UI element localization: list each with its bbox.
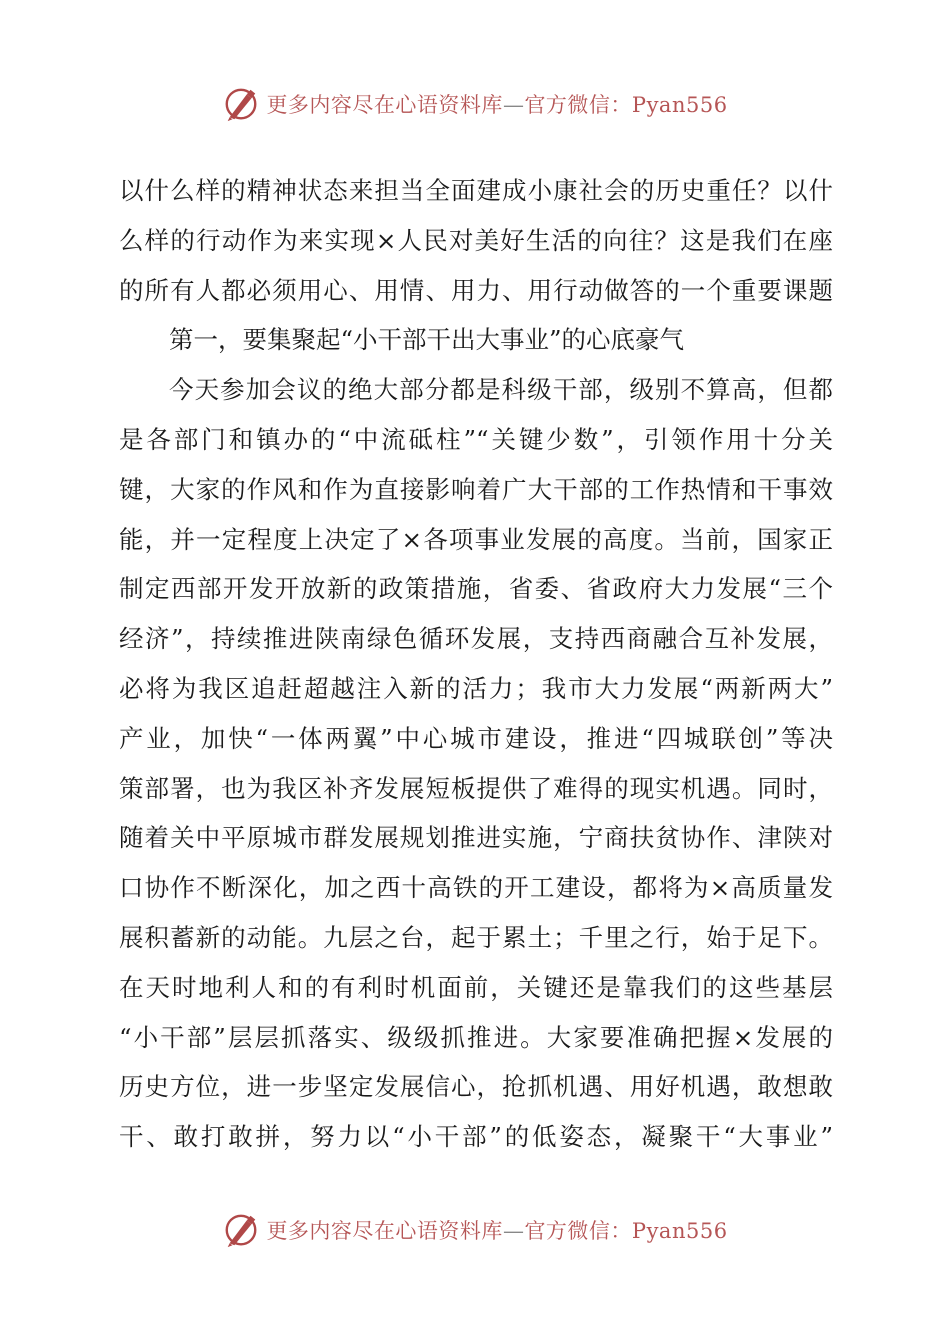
document-body — [119, 166, 833, 1162]
footer-banner-wechat: 官方微信：Pyan556 — [524, 1219, 728, 1243]
header-banner — [0, 82, 950, 126]
header-banner-dash: — — [502, 93, 525, 117]
body-line: 干、敢打敢拼，努力以“小干部”的低姿态，凝聚干“大事业” — [119, 1122, 833, 1152]
header-banner-wechat: 官方微信：Pyan556 — [524, 93, 728, 117]
body-line: 能，并一定程度上决定了×各项事业发展的高度。当前，国家正 — [119, 524, 833, 554]
pen-logo-icon — [222, 1211, 260, 1249]
footer-banner-main: 更多内容尽在心语资料库 — [266, 1219, 503, 1243]
header-banner-main: 更多内容尽在心语资料库 — [266, 93, 503, 117]
body-line: 在天时地利人和的有利时机面前，关键还是靠我们的这些基层 — [119, 972, 833, 1002]
pen-logo-icon — [222, 85, 260, 123]
body-line: 口协作不断深化，加之西十高铁的开工建设，都将为×高质量发 — [119, 873, 833, 903]
body-line: 键，大家的作风和作为直接影响着广大干部的工作热情和干事效 — [119, 474, 833, 504]
body-line: 是各部门和镇办的“中流砥柱”“关键少数”，引领作用十分关 — [119, 424, 833, 454]
body-line: 么样的行动作为来实现×人民对美好生活的向往？这是我们在座 — [119, 225, 833, 255]
footer-banner — [0, 1208, 950, 1252]
body-line: 产业，加快“一体两翼”中心城市建设，推进“四城联创”等决 — [119, 723, 833, 753]
body-line: 策部署，也为我区补齐发展短板提供了难得的现实机遇。同时， — [119, 773, 833, 803]
section-heading: 第一，要集聚起“小干部干出大事业”的心底豪气 — [169, 325, 685, 355]
body-line: 的所有人都必须用心、用情、用力、用行动做答的一个重要课题 — [119, 275, 833, 305]
header-banner-text — [266, 89, 727, 119]
footer-banner-dash: — — [502, 1219, 525, 1243]
body-line: 展积蓄新的动能。九层之台，起于累土；千里之行，始于足下。 — [119, 922, 833, 952]
body-line: 经济”，持续推进陕南绿色循环发展，支持西商融合互补发展， — [119, 624, 833, 654]
body-line: 今天参加会议的绝大部分都是科级干部，级别不算高，但都 — [169, 375, 833, 405]
body-line: 历史方位，进一步坚定发展信心，抢抓机遇、用好机遇，敢想敢 — [119, 1072, 833, 1102]
body-line: 制定西部开发开放新的政策措施，省委、省政府大力发展“三个 — [119, 574, 833, 604]
body-line: 必将为我区追赶超越注入新的活力；我市大力发展“两新两大” — [119, 673, 833, 703]
footer-banner-text — [266, 1215, 727, 1245]
body-line: “小干部”层层抓落实、级级抓推进。大家要准确把握×发展的 — [119, 1022, 833, 1052]
body-line: 以什么样的精神状态来担当全面建成小康社会的历史重任？以什 — [119, 176, 833, 205]
body-line: 随着关中平原城市群发展规划推进实施，宁商扶贫协作、津陕对 — [119, 823, 833, 853]
